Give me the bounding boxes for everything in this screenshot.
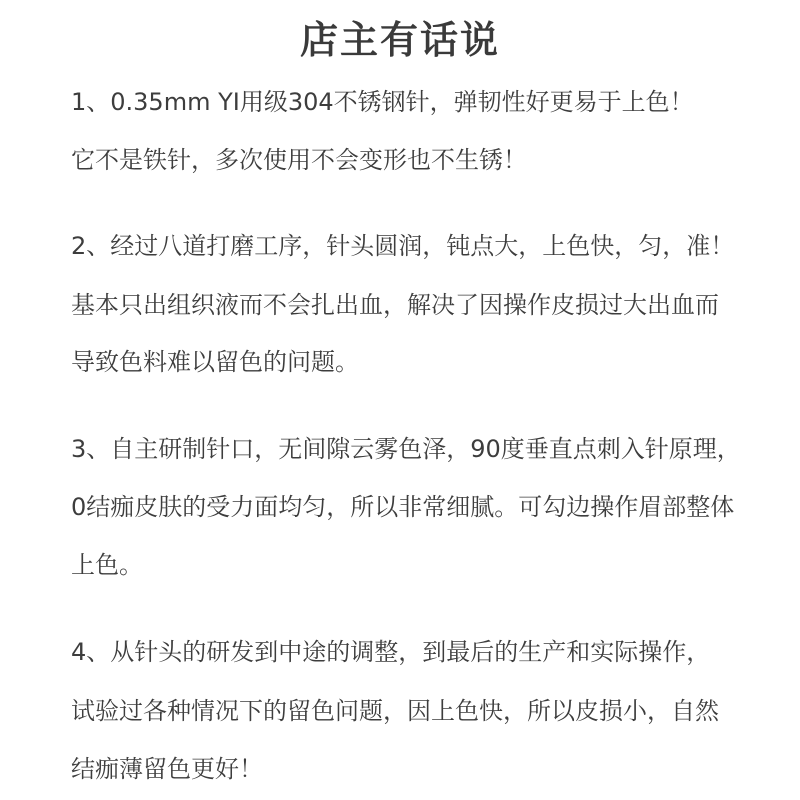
paragraph-3-line-1: 3、自主研制针口，无间隙云雾色泽，90度垂直点刺入针原理，	[71, 435, 741, 463]
paragraph-2-line-2: 基本只出组织液而不会扎出血，解决了因操作皮损过大出血而	[71, 291, 719, 319]
paragraph-3-line-3: 上色。	[71, 551, 143, 579]
paragraph-4-line-2: 试验过各种情况下的留色问题，因上色快，所以皮损小，自然	[71, 697, 719, 725]
paragraph-1-line-1: 1、0.35mm YI用级304不锈钢针，弹韧性好更易于上色！	[71, 88, 694, 116]
paragraph-2-line-1: 2、经过八道打磨工序，针头圆润，钝点大，上色快，匀，准！	[71, 232, 735, 260]
paragraph-2-line-3: 导致色料难以留色的问题。	[71, 348, 359, 376]
paragraph-4-line-1: 4、从针头的研发到中途的调整，到最后的生产和实际操作，	[71, 638, 711, 666]
paragraph-3-line-2: 0结痂皮肤的受力面均匀，所以非常细腻。可勾边操作眉部整体	[71, 493, 735, 521]
paragraph-1-line-2: 它不是铁针，多次使用不会变形也不生锈！	[71, 146, 527, 174]
paragraph-4-line-3: 结痂薄留色更好！	[71, 755, 263, 783]
page-title: 店主有话说	[299, 18, 500, 62]
